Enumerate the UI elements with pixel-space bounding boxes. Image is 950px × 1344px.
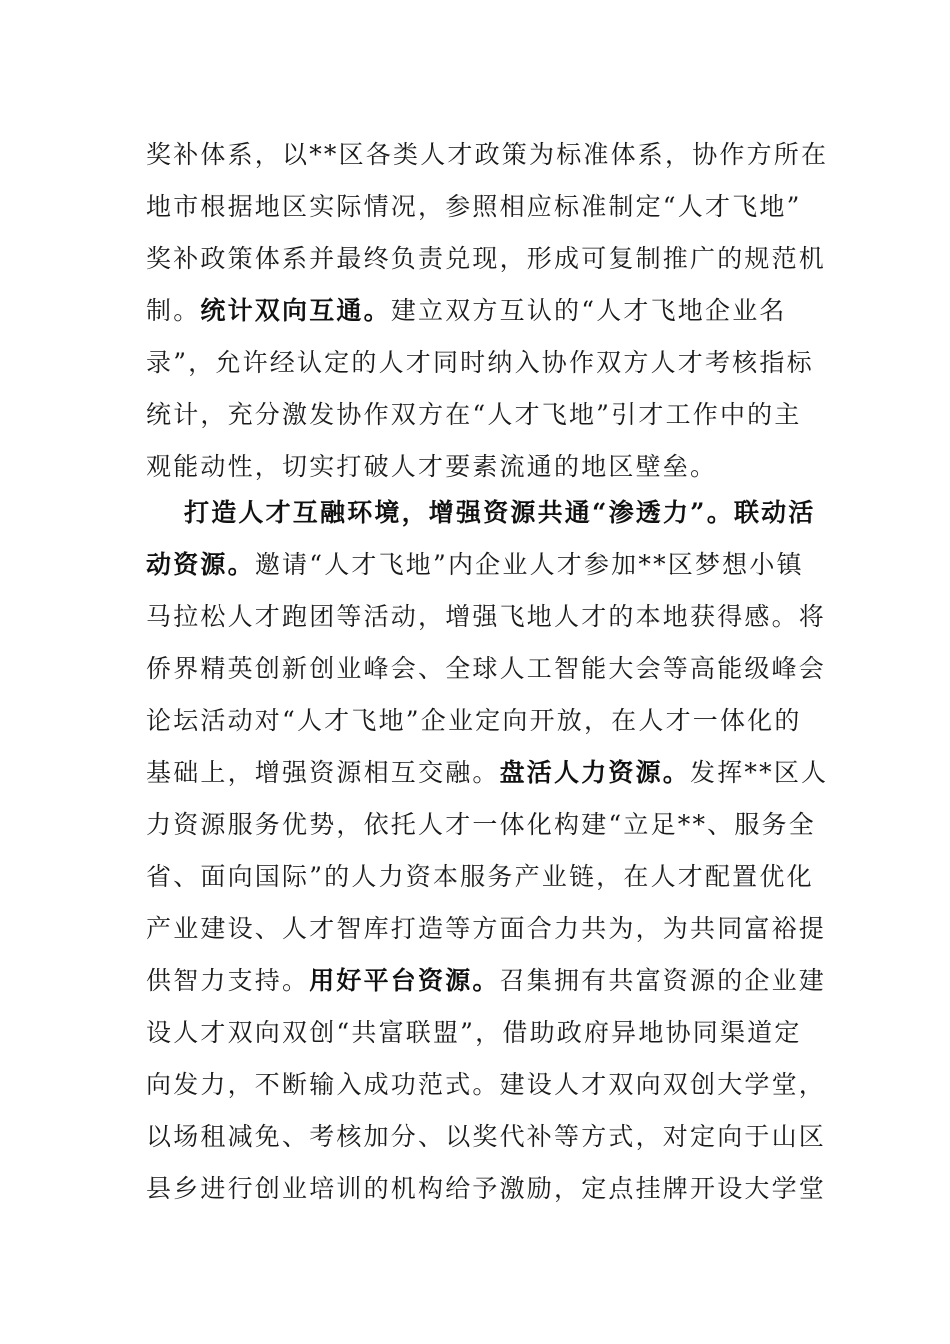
text-run: 以场租减免、考核加分、以奖代补等方式，对定向于山区 [146, 1122, 827, 1151]
text-run: 省、面向国际”的人力资本服务产业链，在人才配置优化 [146, 862, 814, 891]
text-line [146, 851, 814, 903]
text-line [146, 695, 808, 747]
text-line [146, 487, 816, 539]
text-line [146, 285, 808, 337]
text-run: 奖补体系，以**区各类人才政策为标准体系，协作方所在 [146, 140, 829, 169]
text-run: 召集拥有共富资源的企业建 [499, 966, 827, 995]
text-run: 论坛活动对“人才飞地”企业定向开放，在人才一体化的 [146, 706, 802, 735]
text-line [146, 129, 829, 181]
text-line [146, 441, 808, 493]
text-line [146, 591, 827, 643]
text-run: 录”，允许经认定的人才同时纳入协作双方人才考核指标 [146, 348, 814, 377]
text-line [146, 903, 827, 955]
text-line [146, 799, 816, 851]
text-run: 县乡进行创业培训的机构给予激励，定点挂牌开设大学堂 [146, 1174, 827, 1203]
text-run: 供智力支持。 [146, 966, 310, 995]
text-line [146, 337, 814, 389]
paragraph-talent-policy-statistics [146, 129, 829, 493]
text-line [146, 955, 827, 1007]
paragraph-talent-resource-integration [146, 487, 829, 1215]
text-run: 产业建设、人才智库打造等方面合力共为，为共同富裕提 [146, 914, 827, 943]
text-run: 发挥**区人 [690, 758, 829, 787]
bold-heading-run: 用好平台资源。 [309, 966, 500, 995]
text-line [146, 1111, 827, 1163]
text-run: 制。 [146, 296, 201, 325]
text-run: 设人才双向双创“共富联盟”，借助政府异地协同渠道定 [146, 1018, 802, 1047]
text-line [146, 1163, 827, 1215]
text-line [146, 181, 808, 233]
bold-heading-run: 盘活人力资源。 [499, 758, 691, 787]
text-run: 观能动性，切实打破人才要素流通的地区壁垒。 [146, 452, 718, 481]
text-run: 建立双方互认的“人才飞地企业名 [390, 296, 787, 325]
bold-heading-run: 统计双向互通。 [200, 296, 391, 325]
text-run: 向发力，不断输入成功范式。建设人才双向双创大学堂， [146, 1070, 827, 1099]
text-run: 邀请“人才飞地”内企业人才参加**区梦想小镇 [254, 550, 804, 579]
text-line [146, 539, 808, 591]
text-run: 马拉松人才跑团等活动，增强飞地人才的本地获得感。将 [146, 602, 827, 631]
text-line [146, 389, 808, 441]
text-run: 力资源服务优势，依托人才一体化构建“立足**、服务全 [146, 810, 816, 839]
text-line [146, 233, 827, 285]
text-run: 统计，充分激发协作双方在“人才飞地”引才工作中的主 [146, 400, 802, 429]
text-run: 奖补政策体系并最终负责兑现，形成可复制推广的规范机 [146, 244, 827, 273]
bold-heading-run: 打造人才互融环境，增强资源共通“渗透力”。联动活 [184, 498, 816, 527]
bold-heading-run: 动资源。 [146, 550, 255, 579]
text-line [146, 1059, 827, 1111]
text-run: 基础上，增强资源相互交融。 [146, 758, 500, 787]
text-line [146, 1007, 808, 1059]
text-line [146, 747, 829, 799]
text-run: 侨界精英创新创业峰会、全球人工智能大会等高能级峰会 [146, 654, 827, 683]
text-run: 地市根据地区实际情况，参照相应标准制定“人才飞地” [146, 192, 802, 221]
text-line [146, 643, 827, 695]
